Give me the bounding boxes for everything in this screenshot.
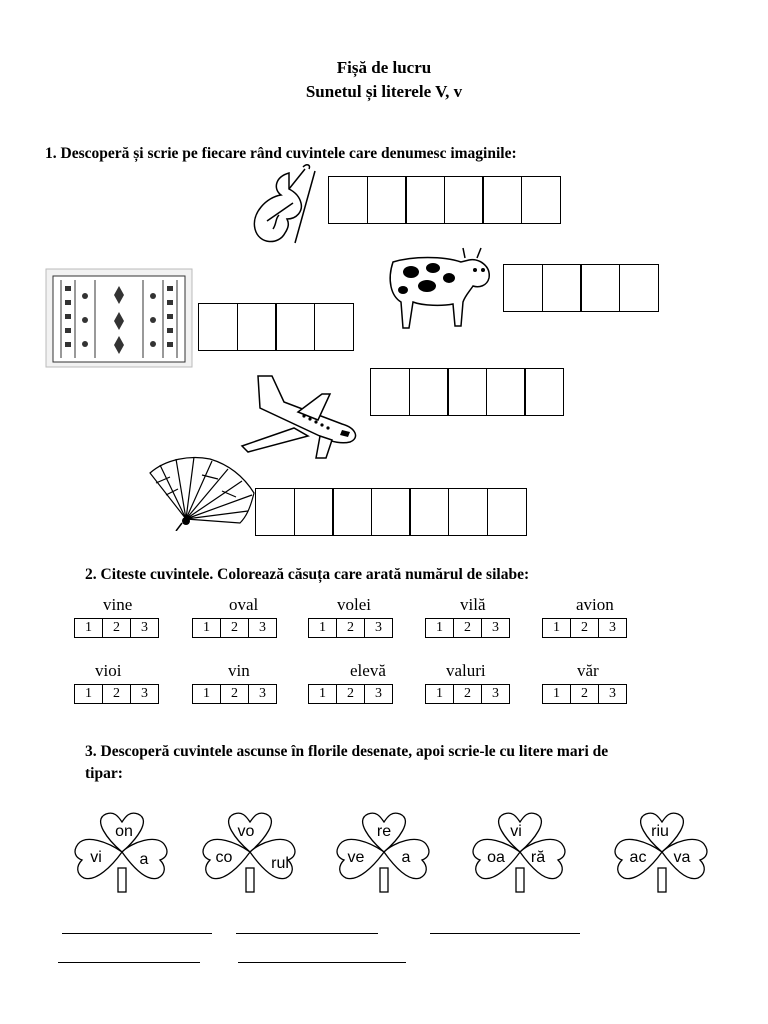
syllable-word: vine	[103, 595, 133, 614]
syllable-box-2[interactable]: 2	[453, 618, 482, 638]
letter-box[interactable]	[487, 488, 527, 536]
worksheet-subtitle: Sunetul și literele V, v	[305, 82, 463, 101]
syllable-box-3[interactable]: 3	[130, 684, 159, 704]
letter-box[interactable]	[521, 176, 561, 224]
flower-syllable-right: a	[401, 849, 411, 866]
syllable-word: văr	[577, 661, 599, 680]
syllable-box-3[interactable]: 3	[598, 684, 627, 704]
violin-letter-grid	[328, 176, 560, 224]
flower-syllable-right: va	[673, 849, 691, 866]
exercise-1-heading: 1. Descoperă și scrie pe fiecare rând cuvintele care denumesc imaginile:	[45, 145, 517, 162]
exercise-3-heading-continued: tipar:	[85, 765, 123, 782]
letter-box[interactable]	[409, 368, 449, 416]
syllable-boxes	[542, 618, 626, 638]
letter-box[interactable]	[198, 303, 238, 351]
syllable-box-1[interactable]: 1	[308, 618, 337, 638]
syllable-box-2[interactable]: 2	[220, 684, 249, 704]
flower-syllable-top: vo	[237, 823, 255, 840]
syllable-box-3[interactable]: 3	[130, 618, 159, 638]
syllable-box-1[interactable]: 1	[425, 618, 454, 638]
letter-box[interactable]	[367, 176, 407, 224]
syllable-box-2[interactable]: 2	[453, 684, 482, 704]
flower-syllable-right: a	[139, 851, 149, 868]
letter-box[interactable]	[332, 488, 372, 536]
syllable-box-1[interactable]: 1	[74, 684, 103, 704]
syllable-boxes	[308, 684, 392, 704]
letter-box[interactable]	[405, 176, 445, 224]
letter-box[interactable]	[294, 488, 334, 536]
syllable-boxes	[74, 684, 158, 704]
letter-box[interactable]	[328, 176, 368, 224]
syllable-box-2[interactable]: 2	[102, 618, 131, 638]
syllable-box-1[interactable]: 1	[192, 684, 221, 704]
syllable-box-2[interactable]: 2	[102, 684, 131, 704]
answer-line[interactable]	[238, 962, 406, 963]
flower-syllable-left: vi	[90, 849, 102, 866]
flower-syllable-left: ac	[629, 849, 647, 866]
syllable-word: oval	[229, 595, 259, 614]
syllable-boxes	[74, 618, 158, 638]
flower-syllable-right: rul	[271, 855, 289, 872]
syllable-box-3[interactable]: 3	[364, 684, 393, 704]
letter-box[interactable]	[619, 264, 659, 312]
syllable-word: vin	[228, 661, 250, 680]
syllable-box-3[interactable]: 3	[481, 684, 510, 704]
letter-box[interactable]	[542, 264, 582, 312]
letter-box[interactable]	[524, 368, 564, 416]
letter-box[interactable]	[275, 303, 315, 351]
letter-box[interactable]	[370, 368, 410, 416]
answer-line[interactable]	[236, 933, 378, 934]
fan-letter-grid	[255, 488, 525, 536]
syllable-box-1[interactable]: 1	[542, 618, 571, 638]
syllable-box-1[interactable]: 1	[74, 618, 103, 638]
flower-syllable-top: on	[115, 823, 133, 840]
flower-syllable-top: vi	[510, 823, 522, 840]
syllable-word: vioi	[95, 661, 122, 680]
flower-syllable-top: riu	[651, 823, 669, 840]
airplane-icon	[238, 372, 366, 462]
syllable-box-3[interactable]: 3	[481, 618, 510, 638]
airplane-letter-grid	[370, 368, 563, 416]
syllable-box-1[interactable]: 1	[308, 684, 337, 704]
flower-syllable-right: ră	[530, 849, 546, 866]
letter-box[interactable]	[482, 176, 522, 224]
syllable-word: valuri	[446, 661, 486, 680]
letter-box[interactable]	[580, 264, 620, 312]
syllable-box-2[interactable]: 2	[570, 684, 599, 704]
syllable-box-1[interactable]: 1	[425, 684, 454, 704]
answer-line[interactable]	[58, 962, 200, 963]
flower-syllable-left: co	[215, 849, 233, 866]
letter-box[interactable]	[503, 264, 543, 312]
carpet-letter-grid	[198, 303, 352, 351]
syllable-box-3[interactable]: 3	[248, 618, 277, 638]
syllable-box-3[interactable]: 3	[598, 618, 627, 638]
syllable-boxes	[308, 618, 392, 638]
syllable-box-1[interactable]: 1	[192, 618, 221, 638]
syllable-box-3[interactable]: 3	[248, 684, 277, 704]
flower-puzzle	[334, 812, 434, 899]
cow-letter-grid	[503, 264, 657, 312]
syllable-word: vilă	[460, 595, 486, 614]
cow-icon	[383, 240, 498, 335]
syllable-boxes	[425, 684, 509, 704]
answer-line[interactable]	[430, 933, 580, 934]
syllable-word: volei	[337, 595, 371, 614]
flower-puzzle	[200, 812, 300, 899]
syllable-box-2[interactable]: 2	[570, 618, 599, 638]
syllable-boxes	[425, 618, 509, 638]
flower-puzzle	[470, 812, 570, 899]
letter-box[interactable]	[255, 488, 295, 536]
violin-icon	[245, 163, 325, 253]
letter-box[interactable]	[314, 303, 354, 351]
flower-syllable-left: oa	[487, 849, 505, 866]
syllable-box-1[interactable]: 1	[542, 684, 571, 704]
syllable-word: avion	[576, 595, 614, 614]
letter-box[interactable]	[237, 303, 277, 351]
syllable-box-2[interactable]: 2	[336, 684, 365, 704]
letter-box[interactable]	[371, 488, 411, 536]
letter-box[interactable]	[486, 368, 526, 416]
worksheet-title: Fișă de lucru	[336, 58, 432, 77]
flower-puzzle	[72, 812, 172, 899]
syllable-boxes	[192, 618, 276, 638]
letter-box[interactable]	[447, 368, 487, 416]
syllable-word: elevă	[350, 661, 386, 680]
exercise-2-heading: 2. Citeste cuvintele. Colorează căsuța care arată numărul de silabe:	[85, 566, 530, 583]
flower-syllable-left: ve	[347, 849, 365, 866]
flower-syllable-top: re	[376, 823, 392, 840]
syllable-boxes	[542, 684, 626, 704]
letter-box[interactable]	[409, 488, 449, 536]
fan-icon	[146, 455, 258, 531]
flower-puzzle	[612, 812, 712, 899]
letter-box[interactable]	[444, 176, 484, 224]
letter-box[interactable]	[448, 488, 488, 536]
syllable-box-2[interactable]: 2	[220, 618, 249, 638]
carpet-icon	[45, 268, 193, 368]
syllable-boxes	[192, 684, 276, 704]
exercise-3-heading: 3. Descoperă cuvintele ascunse în florile desenate, apoi scrie-le cu litere mari de	[85, 743, 609, 760]
syllable-box-3[interactable]: 3	[364, 618, 393, 638]
syllable-box-2[interactable]: 2	[336, 618, 365, 638]
answer-line[interactable]	[62, 933, 212, 934]
